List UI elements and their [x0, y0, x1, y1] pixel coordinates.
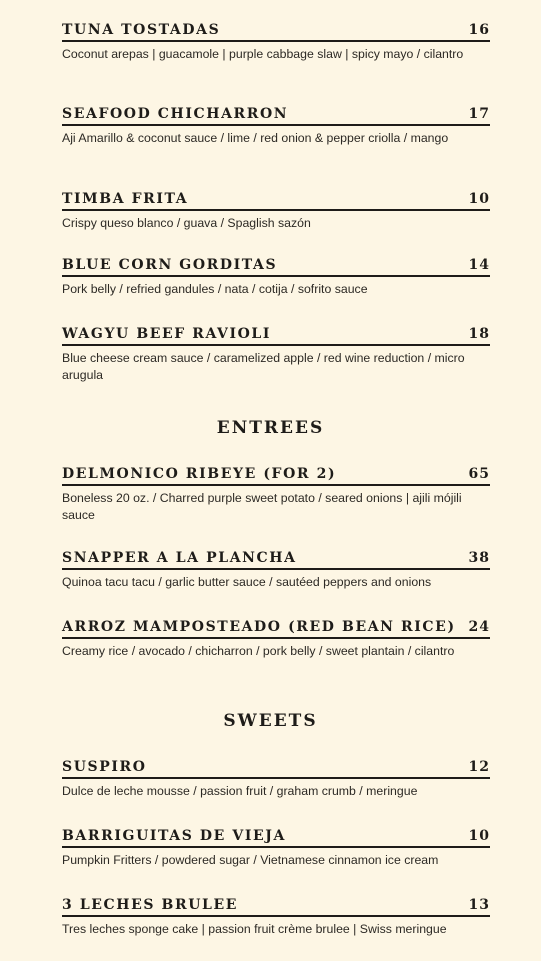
menu-item-price: 18 — [468, 326, 490, 342]
menu-item-name: SUSPIRO — [62, 759, 147, 775]
menu-item-price: 16 — [468, 22, 490, 38]
menu-item-price: 65 — [468, 466, 490, 482]
menu-item-description: Crispy queso blanco / guava / Spaglish sazón — [62, 216, 311, 230]
menu-item-header — [62, 895, 490, 917]
section-title-entrees: ENTREES — [216, 418, 325, 438]
menu-item-name: DELMONICO RIBEYE (FOR 2) — [62, 466, 337, 482]
menu-item-suspiro — [62, 757, 490, 800]
menu-item-name: BARRIGUITAS DE VIEJA — [62, 828, 286, 844]
menu-item-price: 24 — [468, 619, 490, 635]
menu-item-description: Quinoa tacu tacu / garlic butter sauce / sautéed peppers and onions — [62, 575, 432, 589]
menu-item-seafood-chicharron — [62, 104, 490, 147]
menu-item-header — [62, 324, 490, 346]
menu-item-description: Dulce de leche mousse / passion fruit / graham crumb / meringue — [62, 784, 418, 798]
menu-item-name: 3 LECHES BRULEE — [62, 897, 239, 913]
menu-item-price: 14 — [468, 257, 490, 273]
menu-item-description: Tres leches sponge cake | passion fruit crème brulee | Swiss meringue — [62, 922, 447, 936]
menu-item-blue-corn-gorditas — [62, 255, 490, 298]
menu-item-header — [62, 826, 490, 848]
menu-item-description: Pumpkin Fritters / powdered sugar / Vietnamese cinnamon ice cream — [62, 853, 439, 867]
menu-item-description: Boneless 20 oz. / Charred purple sweet potato / seared onions | ajili mójili sauce — [62, 491, 462, 522]
menu-item-price: 38 — [468, 550, 490, 566]
menu-item-name: ARROZ MAMPOSTEADO (RED BEAN RICE) — [62, 619, 456, 635]
menu-item-barriguitas-de-vieja — [62, 826, 490, 869]
menu-item-header — [62, 104, 490, 126]
menu-item-wagyu-beef-ravioli — [62, 324, 490, 383]
menu-item-name: SEAFOOD CHICHARRON — [62, 106, 289, 122]
menu-item-price: 12 — [468, 759, 490, 775]
menu-item-header — [62, 189, 490, 211]
menu-item-name: TUNA TOSTADAS — [62, 22, 221, 38]
menu-item-name: BLUE CORN GORDITAS — [62, 257, 278, 273]
menu-item-arroz-mamposteado — [62, 617, 490, 660]
menu-item-header — [62, 757, 490, 779]
menu-item-description: Creamy rice / avocado / chicharron / pork belly / sweet plantain / cilantro — [62, 644, 455, 658]
menu-item-snapper-a-la-plancha — [62, 548, 490, 591]
menu-item-header — [62, 255, 490, 277]
menu-item-name: TIMBA FRITA — [62, 191, 189, 207]
menu-item-tuna-tostadas — [62, 20, 490, 63]
menu-item-delmonico-ribeye — [62, 464, 490, 523]
menu-item-header — [62, 548, 490, 570]
menu-item-description: Blue cheese cream sauce / caramelized apple / red wine reduction / micro arugula — [62, 351, 465, 382]
menu-item-price: 17 — [468, 106, 490, 122]
menu-item-description: Pork belly / refried gandules / nata / cotija / sofrito sauce — [62, 282, 368, 296]
menu-item-description: Coconut arepas | guacamole | purple cabbage slaw | spicy mayo / cilantro — [62, 47, 464, 61]
menu-item-header — [62, 617, 490, 639]
menu-item-header — [62, 20, 490, 42]
menu-item-description: Aji Amarillo & coconut sauce / lime / red onion & pepper criolla / mango — [62, 131, 449, 145]
section-title-sweets: SWEETS — [223, 711, 318, 731]
menu-item-price: 13 — [468, 897, 490, 913]
menu-item-timba-frita — [62, 189, 490, 232]
menu-item-name: WAGYU BEEF RAVIOLI — [62, 326, 271, 342]
menu-item-header — [62, 464, 490, 486]
menu-item-price: 10 — [468, 828, 490, 844]
menu-item-name: SNAPPER A LA PLANCHA — [62, 550, 297, 566]
menu-item-3-leches-brulee — [62, 895, 490, 938]
menu-item-price: 10 — [468, 191, 490, 207]
